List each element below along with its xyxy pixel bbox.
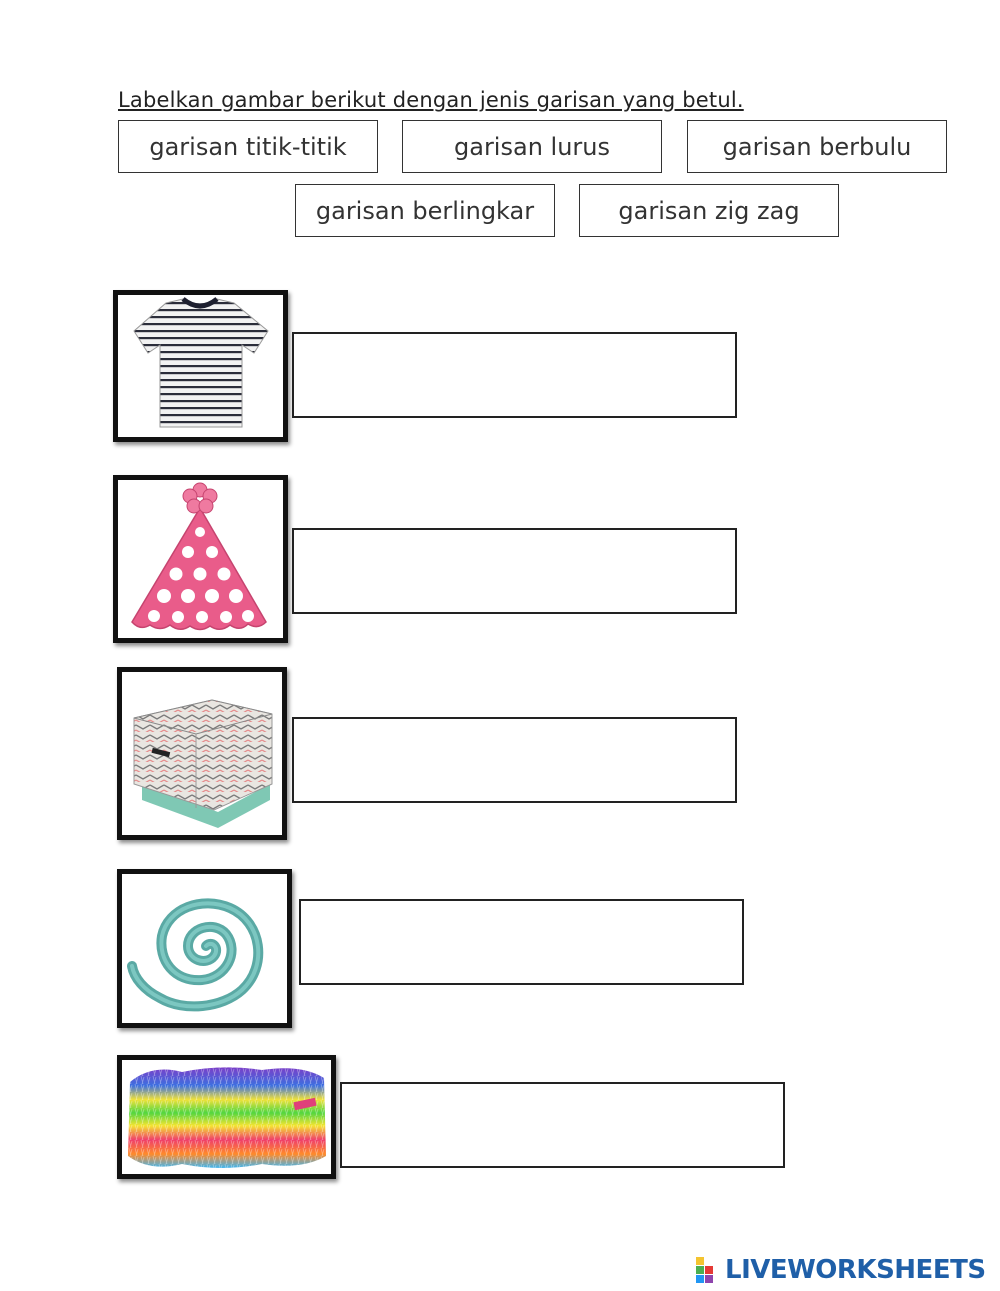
spiral-coil-icon (122, 874, 287, 1023)
word-card-garisan-lurus[interactable]: garisan lurus (402, 120, 662, 173)
zigzag-box-icon (122, 672, 282, 835)
striped-tshirt-picture (113, 290, 288, 442)
answer-box-2[interactable] (292, 528, 737, 614)
word-card-garisan-zig-zag[interactable]: garisan zig zag (579, 184, 839, 237)
party-hat-picture (113, 475, 288, 643)
spiral-coil-picture (117, 869, 292, 1028)
answer-box-5[interactable] (340, 1082, 785, 1168)
instruction-text: Labelkan gambar berikut dengan jenis garisan yang betul. (118, 88, 744, 112)
liveworksheets-logo-icon (696, 1257, 722, 1283)
word-card-garisan-berlingkar[interactable]: garisan berlingkar (295, 184, 555, 237)
striped-tshirt-icon (118, 295, 283, 437)
furry-pencil-case-icon (122, 1060, 331, 1174)
liveworksheets-logo (696, 1255, 986, 1285)
zigzag-box-picture (117, 667, 287, 840)
word-card-garisan-berbulu[interactable]: garisan berbulu (687, 120, 947, 173)
answer-box-4[interactable] (299, 899, 744, 985)
liveworksheets-brand-text: LIVEWORKSHEETS (725, 1255, 986, 1285)
answer-box-1[interactable] (292, 332, 737, 418)
word-card-garisan-titik-titik[interactable]: garisan titik-titik (118, 120, 378, 173)
answer-box-3[interactable] (292, 717, 737, 803)
furry-pencil-case-picture (117, 1055, 336, 1179)
polka-dot-party-hat-icon (118, 480, 283, 638)
